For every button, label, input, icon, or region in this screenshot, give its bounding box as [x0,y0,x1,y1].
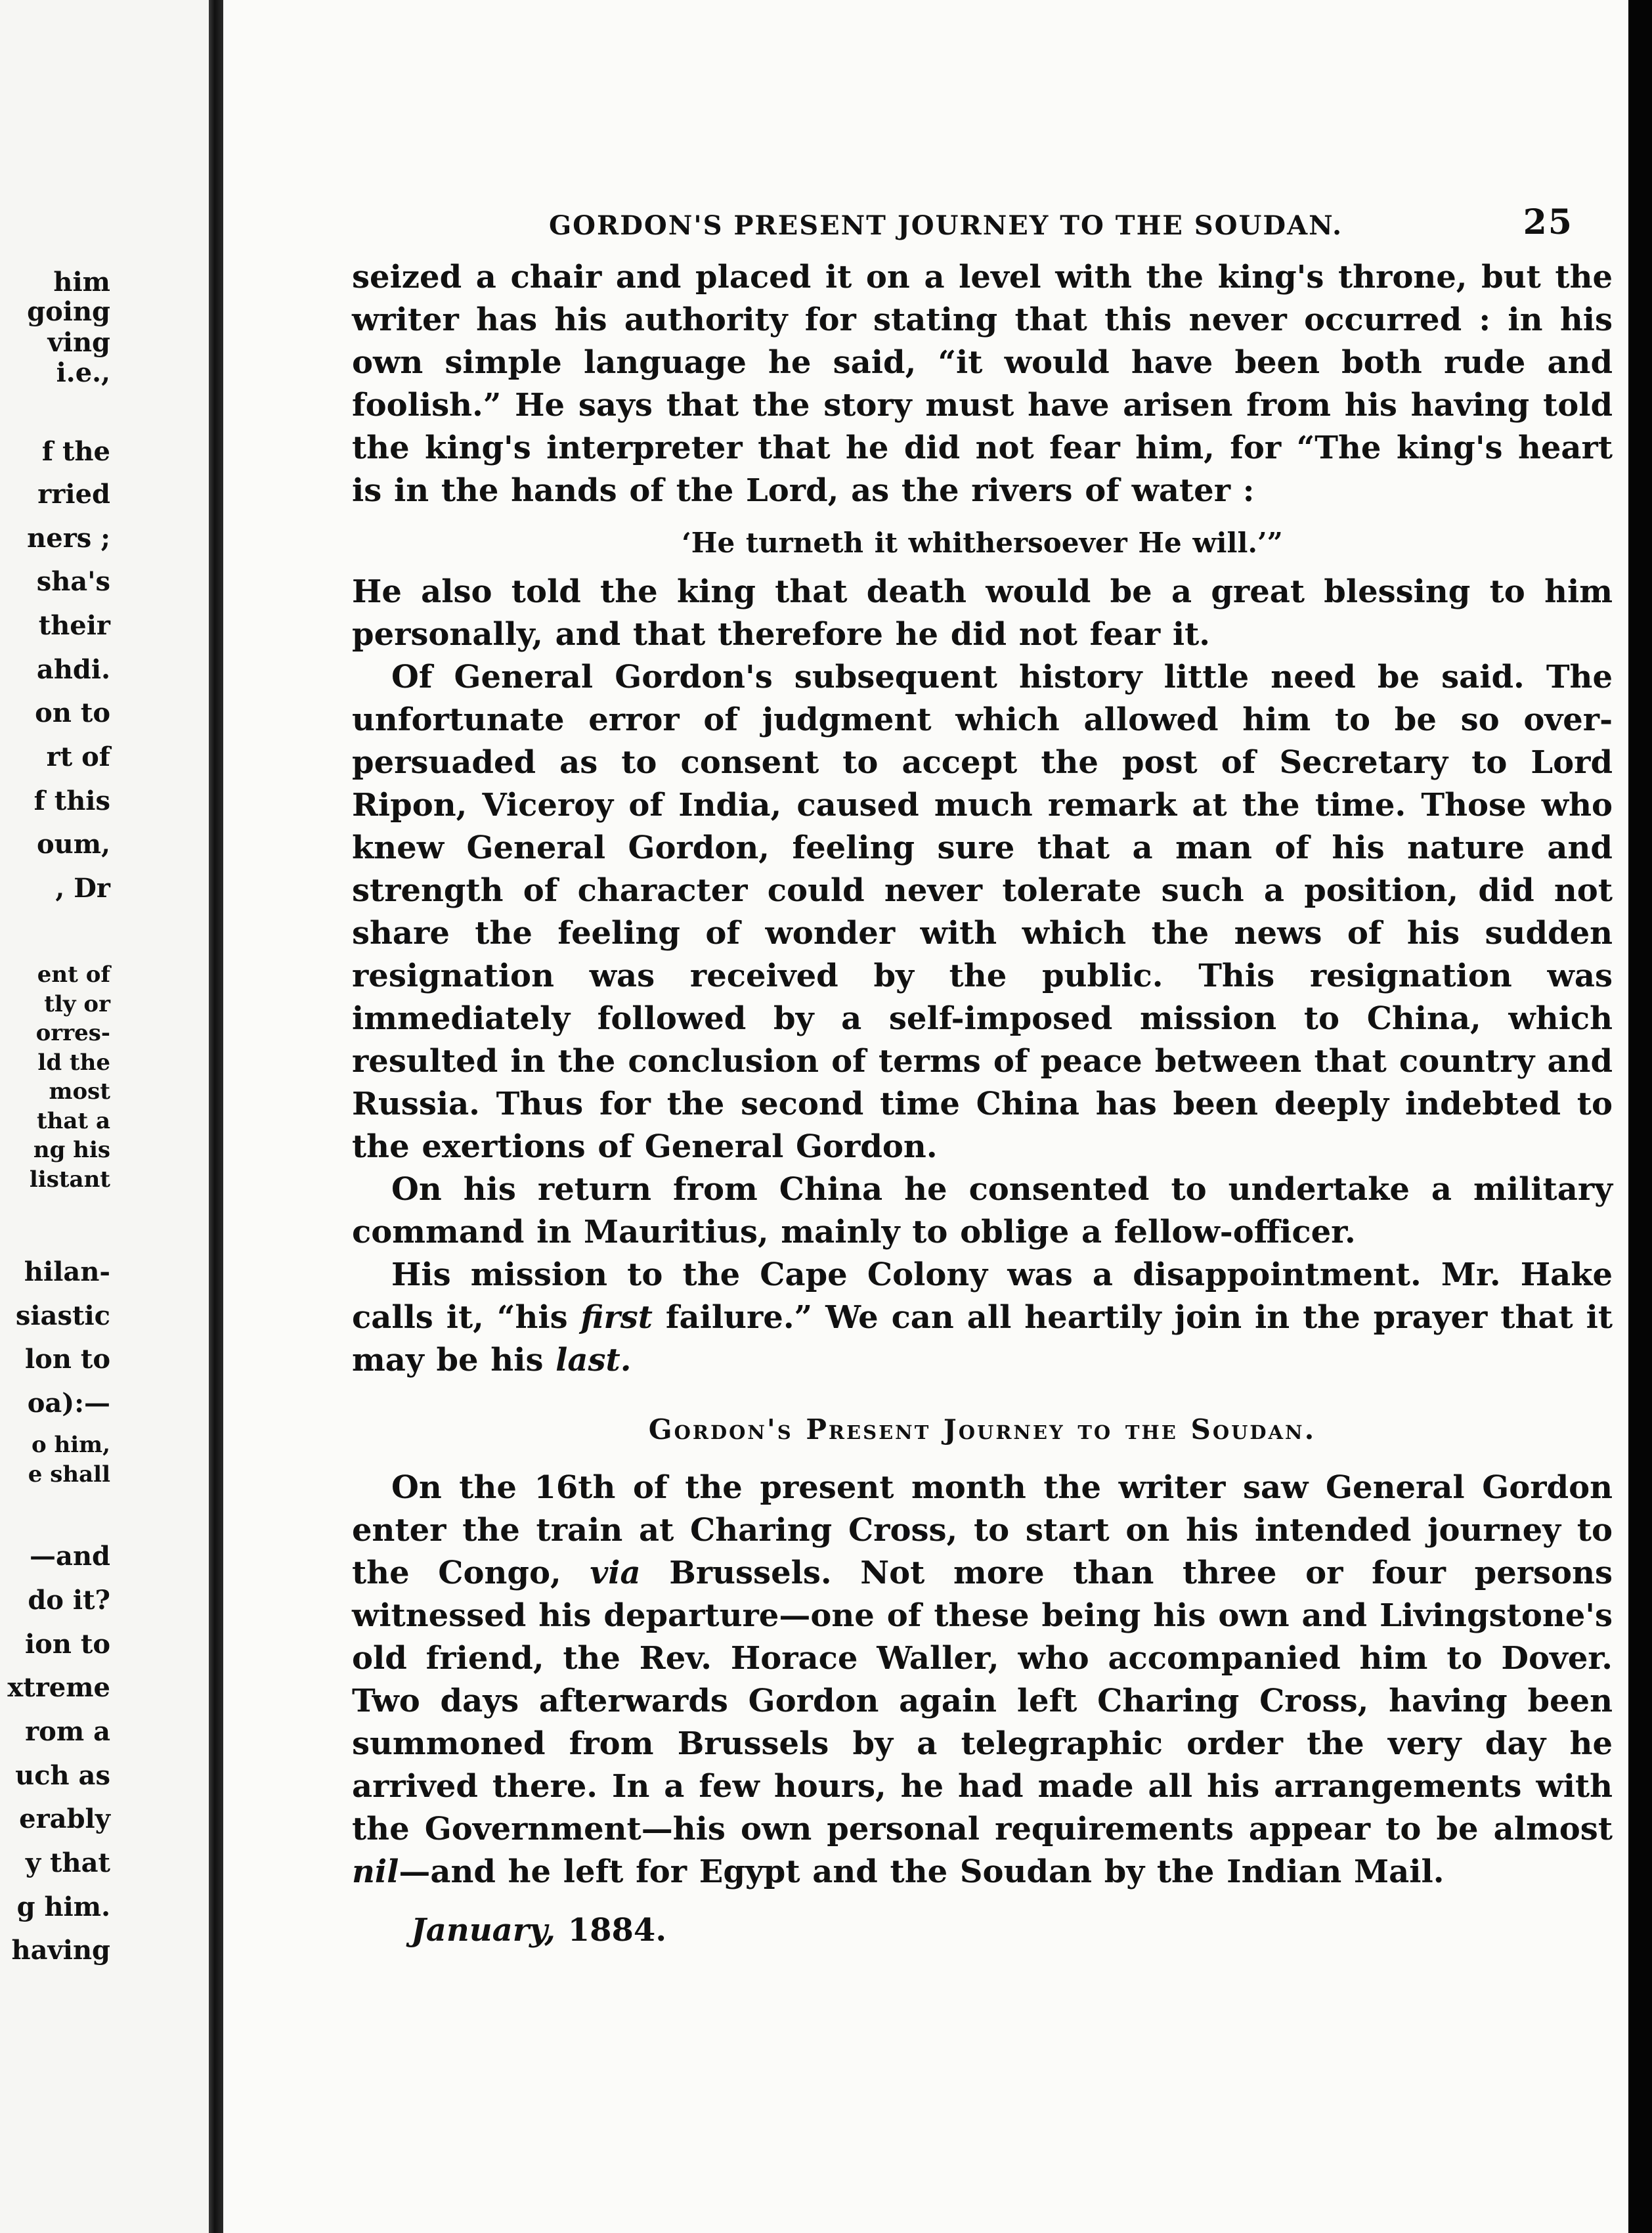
body-text [352,256,1613,1952]
page-header [352,184,1613,256]
paragraph-2: He also told the king that death would be a great blessing to him personally, and that therefore he did not fear it. [352,573,1613,653]
facing-page-fragment [0,0,209,2233]
facing-page-line: uch as [15,1760,110,1791]
facing-page-line: rom a [25,1716,110,1747]
date-line [352,1909,1613,1952]
paragraph-5-text-a: His mission to the Cape Colony was a disappointment. Mr. Hake calls it, “his [352,1256,1613,1336]
facing-page-line: lon to [24,1344,110,1375]
facing-page-line: ners ; [27,523,110,554]
facing-page-line: f the [41,436,110,467]
paragraph-6-text-b: Brussels. Not more than three or four persons witnessed his departure—one of these being his own and Livingstone's old friend, the Rev. Horace Waller, who accompanied him to Dover. Two days afterwards Gordon again left Charing Cross, having been summoned from Brussels by a telegraphic order the very day he arrived there. In a few hours, he had made all his arrangements with the Government—his own personal requirements appear to be almost [352,1555,1613,1847]
facing-page-line: oum, [36,829,110,860]
facing-page-line: siastic [15,1300,110,1331]
date-year: 1884. [555,1912,667,1949]
facing-page-line: ld the [37,1050,110,1076]
facing-page-line: i.e., [56,357,110,388]
facing-page-line: —and [30,1541,110,1572]
facing-page-line: oa):— [27,1388,110,1419]
facing-page-line: rried [37,479,110,510]
facing-page-line: ng his [33,1137,110,1163]
paragraph-5-emphasis-first: first [580,1299,653,1336]
facing-page-line: y that [25,1847,110,1878]
facing-page-line: having [11,1935,110,1966]
facing-page-line: do it? [28,1585,110,1616]
date-month: January, [411,1912,556,1949]
page-edge-shadow [1628,0,1652,2233]
facing-page-line: orres- [35,1020,110,1046]
facing-page-line: g him. [16,1891,110,1922]
book-gutter [209,0,223,2233]
facing-page-line: o him, [32,1432,110,1458]
facing-page-line: ion to [24,1629,110,1660]
paragraph-3: Of General Gordon's subsequent history little need be said. The unfortunate error of judgment which allowed him to be so over-persuaded as to consent to accept the post of Secretary to Lord Ripon, Viceroy of India, caused much remark at the time. Those who knew General Gordon, feeling sure that a man of his nature and strength of character could never tolerate such a position, did not share the feeling of wonder with which the news of his sudden resignation was received by the public. This resignation was immediately followed by a self-imposed mission to China, which resulted in the conclusion of terms of peace between that country and Russia. Thus for the second time China has been deeply indebted to the exertions of General Gordon. [352,659,1613,1165]
book-page [223,0,1628,2233]
facing-page-line: xtreme [7,1672,110,1703]
facing-page-line: listant [29,1166,110,1193]
facing-page-line: sha's [36,566,110,597]
paragraph-4: On his return from China he consented to undertake a military command in Mauritius, mainly to oblige a fellow-officer. [352,1171,1613,1250]
quotation: ‘He turneth it whithersoever He will.’” [682,527,1283,559]
facing-page-line: ahdi. [36,654,110,685]
facing-page-line: ving [47,327,110,358]
facing-page-line: him [53,267,110,298]
page-content [352,184,1613,1952]
facing-page-line: that a [36,1108,110,1134]
facing-page-line: e shall [28,1461,110,1488]
facing-page-line: going [27,296,110,327]
facing-page-line: erably [19,1803,110,1834]
paragraph-6-emphasis-nil: nil [352,1853,399,1890]
facing-page-line: on to [35,697,110,728]
facing-page-line: hilan- [24,1256,110,1287]
paragraph-1: seized a chair and placed it on a level with the king's throne, but the writer has his authority for stating that this never occurred : in his own simple language he said, “it would have been both rude and foolish.” He says that the story must have arisen from his having told the king's interpreter that he did not fear him, for “The king's heart is in the hands of the Lord, as the rivers of water : [352,259,1613,509]
paragraph-6-text-a: On the 16th of the present month the writer saw General Gordon enter the train at Charing Cross, to start on his intended journey to the Congo, [352,1469,1613,1591]
facing-page-line: f this [33,785,110,816]
section-heading: Gordon's Present Journey to the Soudan. [648,1413,1316,1446]
facing-page-line: rt of [46,741,110,772]
facing-page-line: ent of [37,962,110,988]
facing-page-line: , Dr [55,873,110,904]
facing-page-line: tly or [44,991,110,1017]
facing-page-line: their [38,610,110,641]
paragraph-5-text-b: failure.” We can all heartily join in the prayer that it may be his [352,1299,1613,1379]
running-title: GORDON'S PRESENT JOURNEY TO THE SOUDAN. [549,210,1343,241]
paragraph-6-emphasis-via: via [590,1555,641,1591]
paragraph-6-text-c: —and he left for Egypt and the Soudan by the Indian Mail. [399,1853,1445,1890]
paragraph-6 [352,1467,1613,1893]
paragraph-5 [352,1254,1613,1382]
page-number: 25 [1523,202,1573,242]
facing-page-line: most [49,1078,110,1105]
paragraph-5-emphasis-last: last. [555,1342,632,1379]
